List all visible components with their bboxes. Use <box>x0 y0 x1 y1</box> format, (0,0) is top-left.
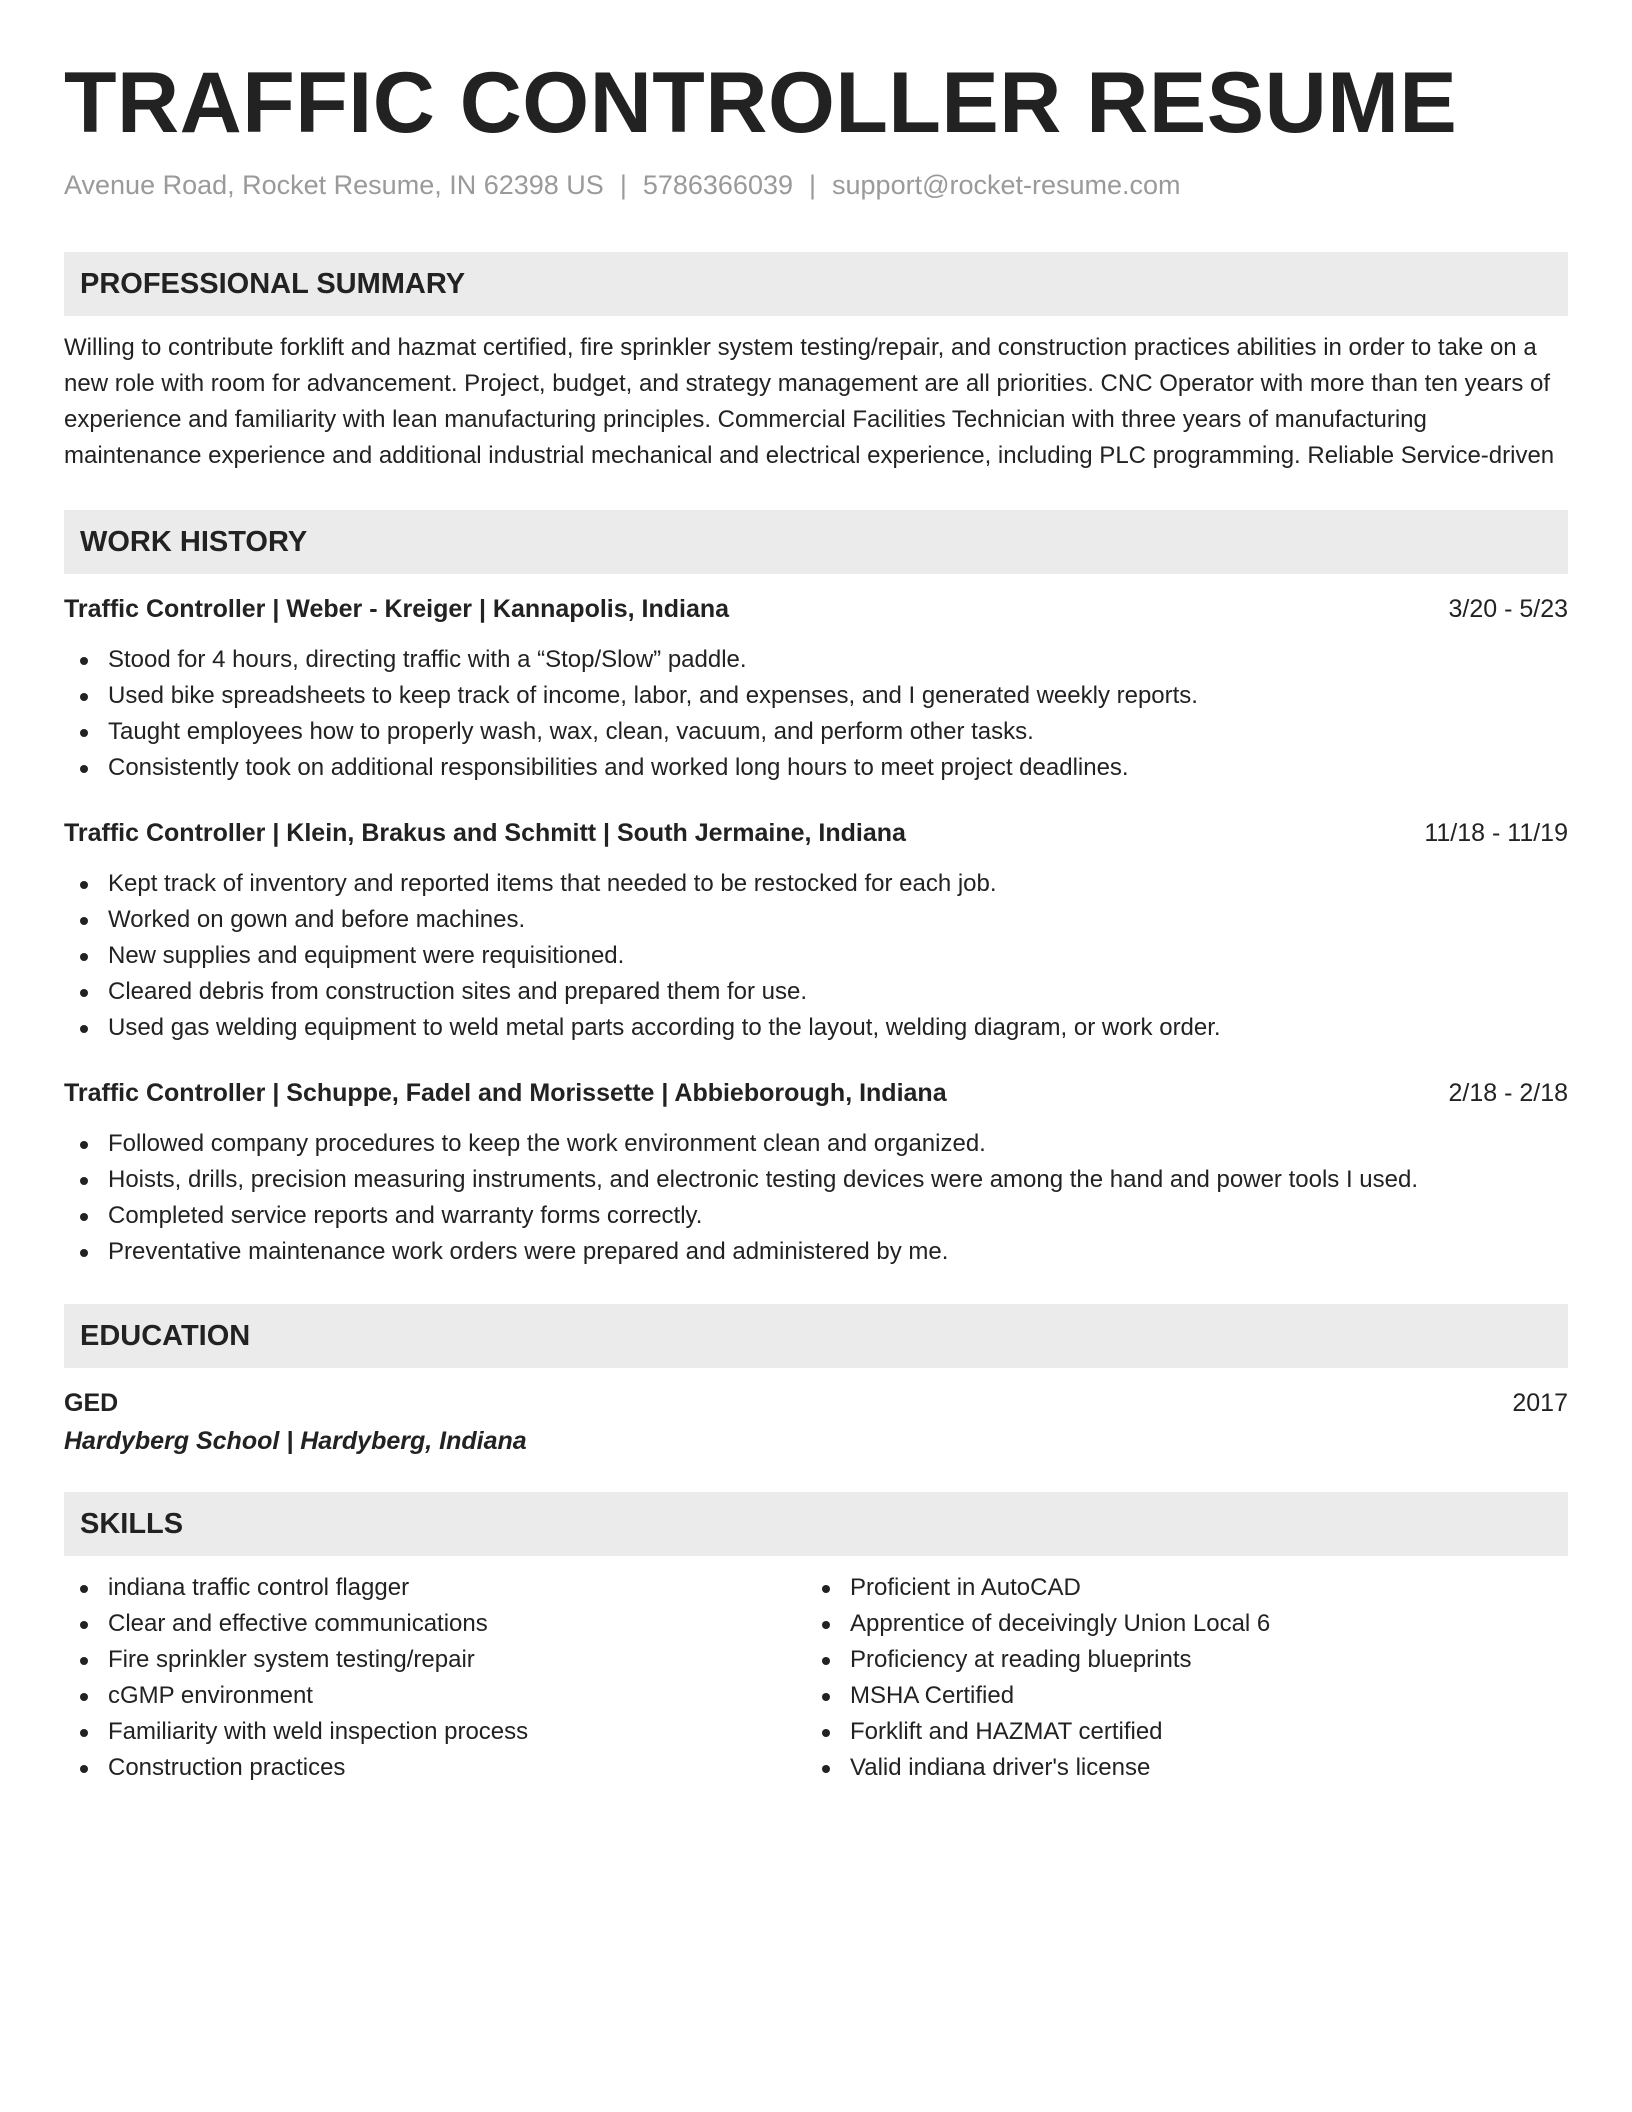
resume-title: TRAFFIC CONTROLLER RESUME <box>64 55 1458 151</box>
skills-column-right <box>806 1570 1548 1786</box>
skill-item: Familiarity with weld inspection process <box>64 1714 806 1750</box>
skills-grid <box>64 1570 1568 1786</box>
job-bullet: Kept track of inventory and reported items that needed to be restocked for each job. <box>64 866 1568 902</box>
job-header <box>64 1076 1568 1110</box>
education-school: Hardyberg School | Hardyberg, Indiana <box>64 1427 527 1455</box>
contact-separator: | <box>809 170 817 200</box>
section-heading-skills: SKILLS <box>64 1492 1568 1556</box>
job-bullets <box>64 642 1568 786</box>
contact-email: support@rocket-resume.com <box>832 170 1181 200</box>
job-bullet: Cleared debris from construction sites and prepared them for use. <box>64 974 1568 1010</box>
skills-list <box>64 1570 806 1786</box>
job-dates: 3/20 - 5/23 <box>1448 595 1568 623</box>
job-title: Traffic Controller | Klein, Brakus and Schmitt | South Jermaine, Indiana <box>64 819 906 847</box>
job-bullet: Worked on gown and before machines. <box>64 902 1568 938</box>
job-entry <box>64 1076 1568 1270</box>
job-bullet: Consistently took on additional responsibilities and worked long hours to meet project deadlines. <box>64 750 1568 786</box>
skill-item: Construction practices <box>64 1750 806 1786</box>
job-dates: 2/18 - 2/18 <box>1448 1079 1568 1107</box>
section-heading-education: EDUCATION <box>64 1304 1568 1368</box>
resume-page <box>64 50 1568 1786</box>
job-bullet: Followed company procedures to keep the work environment clean and organized. <box>64 1126 1568 1162</box>
skill-item: Proficient in AutoCAD <box>806 1570 1548 1606</box>
job-dates: 11/18 - 11/19 <box>1424 819 1568 847</box>
skill-item: Forklift and HAZMAT certified <box>806 1714 1548 1750</box>
job-bullet: Completed service reports and warranty forms correctly. <box>64 1198 1568 1234</box>
job-bullet: New supplies and equipment were requisitioned. <box>64 938 1568 974</box>
job-bullet: Preventative maintenance work orders were prepared and administered by me. <box>64 1234 1568 1270</box>
contact-line <box>64 168 1568 202</box>
skill-item: Apprentice of deceivingly Union Local 6 <box>806 1606 1548 1642</box>
job-bullet: Hoists, drills, precision measuring instruments, and electronic testing devices were among the hand and power tools I used. <box>64 1162 1568 1198</box>
skill-item: Clear and effective communications <box>64 1606 806 1642</box>
skills-list <box>806 1570 1548 1786</box>
job-bullet: Stood for 4 hours, directing traffic with a “Stop/Slow” paddle. <box>64 642 1568 678</box>
skill-item: indiana traffic control flagger <box>64 1570 806 1606</box>
contact-address: Avenue Road, Rocket Resume, IN 62398 US <box>64 170 604 200</box>
skill-item: Fire sprinkler system testing/repair <box>64 1642 806 1678</box>
job-bullet: Used gas welding equipment to weld metal parts according to the layout, welding diagram, or work order. <box>64 1010 1568 1046</box>
job-entry <box>64 816 1568 1046</box>
job-entry <box>64 592 1568 786</box>
education-degree: GED <box>64 1389 119 1417</box>
skill-item: Valid indiana driver's license <box>806 1750 1548 1786</box>
summary-text: Willing to contribute forklift and hazmat certified, fire sprinkler system testing/repair, and construction practices abilities in order to take on a new role with room for advancement. Project, budget, and strategy management are all priorities. CNC Operator with more than ten years of experience and familiarity with lean manufacturing principles. Commercial Facilities Technician with three years of manufacturing maintenance experience and additional industrial mechanical and electrical experience, including PLC programming. Reliable Service-driven <box>64 334 1555 469</box>
job-bullet: Used bike spreadsheets to keep track of income, labor, and expenses, and I generated weekly reports. <box>64 678 1568 714</box>
job-bullets <box>64 866 1568 1046</box>
contact-separator: | <box>619 170 627 200</box>
section-heading-work-history: WORK HISTORY <box>64 510 1568 574</box>
skills-column-left <box>64 1570 806 1786</box>
education-year: 2017 <box>1512 1389 1568 1417</box>
skill-item: Proficiency at reading blueprints <box>806 1642 1548 1678</box>
education-header <box>64 1386 1568 1420</box>
job-bullet: Taught employees how to properly wash, wax, clean, vacuum, and perform other tasks. <box>64 714 1568 750</box>
job-title: Traffic Controller | Weber - Kreiger | Kannapolis, Indiana <box>64 595 730 623</box>
skill-item: MSHA Certified <box>806 1678 1548 1714</box>
job-header <box>64 816 1568 850</box>
job-header <box>64 592 1568 626</box>
section-heading-summary: PROFESSIONAL SUMMARY <box>64 252 1568 316</box>
contact-phone: 5786366039 <box>642 170 793 200</box>
skill-item: cGMP environment <box>64 1678 806 1714</box>
job-title: Traffic Controller | Schuppe, Fadel and Morissette | Abbieborough, Indiana <box>64 1079 947 1107</box>
job-bullets <box>64 1126 1568 1270</box>
